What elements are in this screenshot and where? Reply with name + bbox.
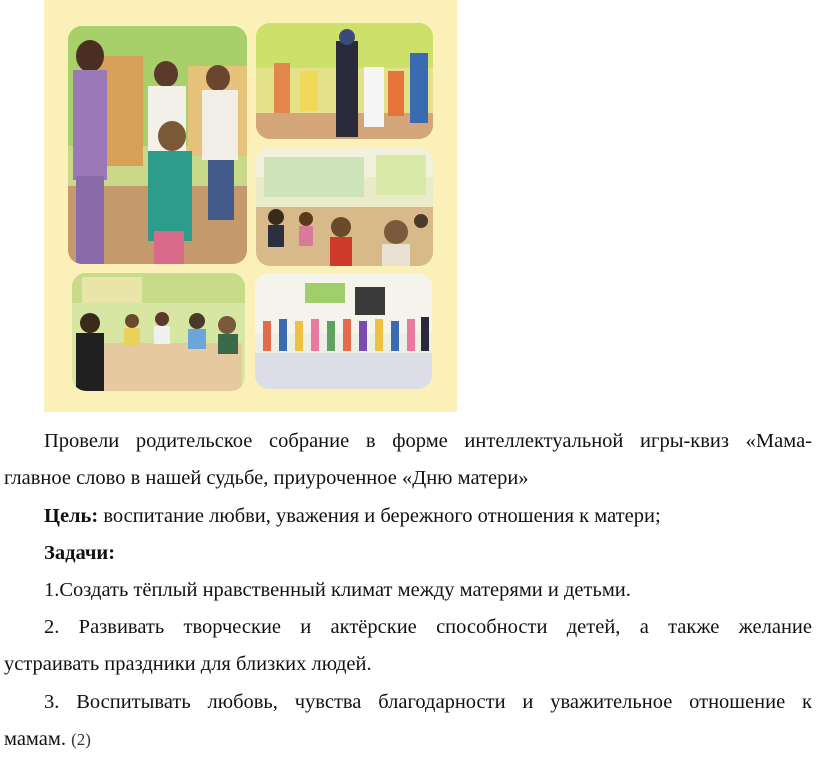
photo-collage — [44, 0, 457, 412]
paragraph-1-line-1: Провели родительское собрание в форме интеллектуальной игры-квиз «Мама- — [44, 430, 812, 452]
task-2-line-1: 2. Развивать творческие и актёрские способности детей, а также желание — [44, 616, 812, 638]
task-2-line-2: устраивать праздники для близких людей. — [4, 653, 372, 675]
task-1: 1.Создать тёплый нравственный климат между матерями и детьми. — [44, 579, 631, 601]
goal-line — [44, 503, 816, 529]
reference-marker: (2) — [71, 730, 91, 749]
goal-text: воспитание любви, уважения и бережного отношения к матери; — [98, 505, 661, 527]
photo-tea-party — [72, 273, 245, 391]
goal-label: Цель: — [44, 505, 99, 527]
photo-children-lineup — [255, 273, 432, 389]
tasks-heading-text: Задачи: — [44, 542, 116, 564]
photo-mothers-and-child — [68, 26, 247, 264]
photo-children-game — [256, 23, 433, 139]
photo-children-seated — [256, 147, 433, 266]
tasks-heading — [44, 540, 816, 566]
paragraph-1-line-2: главное слово в нашей судьбе, приуроченное «Дню матери» — [4, 467, 529, 489]
task-3-line-1: 3. Воспитывать любовь, чувства благодарности и уважительное отношение к — [44, 691, 812, 713]
task-3-line-2 — [4, 726, 816, 753]
task-3-line-2-text: мамам. — [4, 728, 66, 750]
